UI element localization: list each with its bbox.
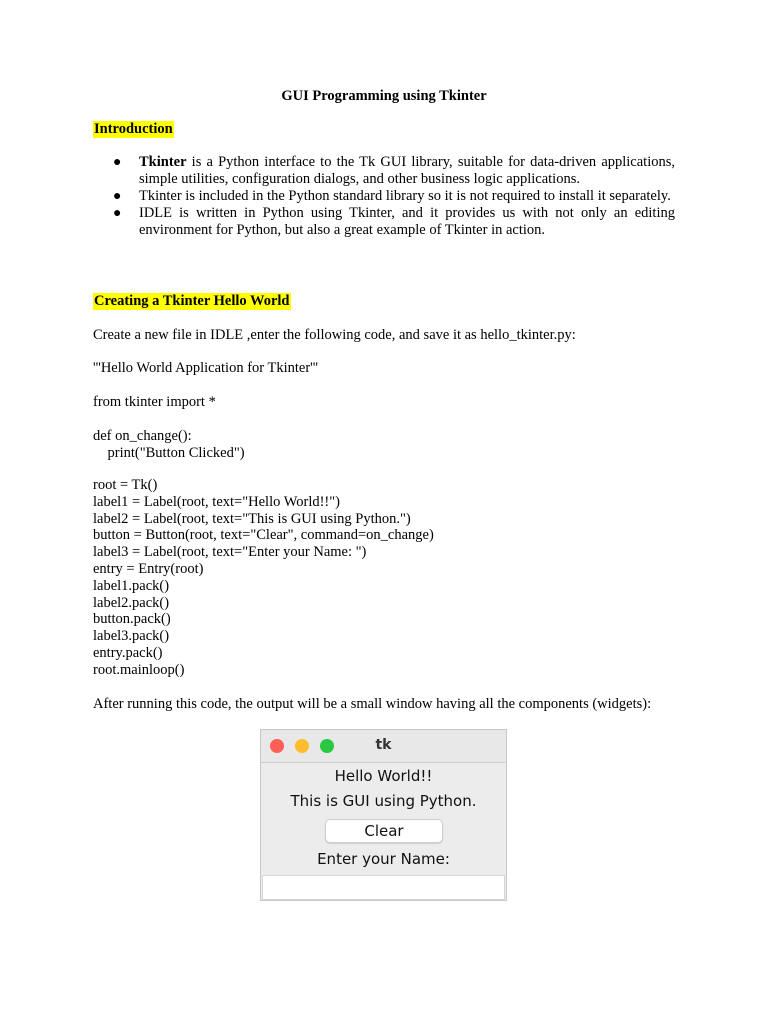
code-line: entry.pack() xyxy=(93,644,163,661)
bullet-item xyxy=(93,154,675,188)
bullet-text: Tkinter is included in the Python standard library so it is not required to install it xyxy=(139,188,606,204)
section-heading-hello-world: Creating a Tkinter Hello World xyxy=(94,293,290,309)
code-line: root.mainloop() xyxy=(93,661,185,678)
bullet-item xyxy=(93,205,675,239)
code-block xyxy=(93,477,434,679)
bullet-bold-term: Tkinter xyxy=(139,154,187,170)
code-line: button.pack() xyxy=(93,611,171,628)
bullet-text: IDLE is written in Python using Tkinter, and it provides us with not only an editing xyxy=(139,205,675,221)
create-instructions: Create a new file in IDLE ,enter the following code, and save it as hello_tkinter.py: xyxy=(93,327,576,343)
code-line: label3.pack() xyxy=(93,628,170,645)
bullet-icon: ● xyxy=(113,189,122,204)
bullet-text: applications. xyxy=(506,171,580,187)
after-run-text: After running this code, the output will be a small window having all the components (widgets): xyxy=(93,696,652,712)
bullet-icon: ● xyxy=(113,155,122,170)
code-docstring: '''Hello World Application for Tkinter''' xyxy=(93,360,318,376)
code-line: entry = Entry(root) xyxy=(93,560,204,577)
tk-window-title: tk xyxy=(375,737,392,753)
bullet-text: environment for Python, but also a great example of Tkinter in action. xyxy=(139,222,546,238)
tk-label-hello: Hello World!! xyxy=(334,767,433,785)
code-line: label2.pack() xyxy=(93,594,170,611)
tk-label-enter-name: Enter your Name: xyxy=(317,850,450,868)
code-import: from tkinter import * xyxy=(93,394,216,410)
clear-button[interactable]: Clear xyxy=(325,819,443,843)
bullet-text: is a Python interface to the Tk GUI library, suitable for data-driven xyxy=(186,154,597,170)
code-line: button = Button(root, text="Clear", command=on_change) xyxy=(93,527,434,544)
bullet-text: applications, simple utilities, configuration dialogs, and other business logic xyxy=(139,154,676,187)
code-line: label2 = Label(root, text="This is GUI using Python.") xyxy=(93,510,411,527)
code-line: label1 = Label(root, text="Hello World!!") xyxy=(93,493,341,510)
bullet-text: separately. xyxy=(609,188,671,204)
name-entry-field[interactable] xyxy=(262,875,505,900)
tk-label-gui: This is GUI using Python. xyxy=(290,792,477,810)
bullet-item xyxy=(93,188,675,205)
intro-bullet-list xyxy=(93,154,675,239)
bullet-icon: ● xyxy=(113,206,122,221)
code-line: label1.pack() xyxy=(93,577,170,594)
code-line: label3 = Label(root, text="Enter your Name: ") xyxy=(93,544,367,561)
section-heading-introduction: Introduction xyxy=(94,121,173,137)
page-title: GUI Programming using Tkinter xyxy=(281,88,487,104)
tk-window-screenshot xyxy=(260,729,507,901)
code-def: def on_change(): xyxy=(93,428,192,444)
tk-titlebar[interactable] xyxy=(261,730,506,763)
code-line: root = Tk() xyxy=(93,477,158,493)
code-print: print("Button Clicked") xyxy=(93,445,245,461)
